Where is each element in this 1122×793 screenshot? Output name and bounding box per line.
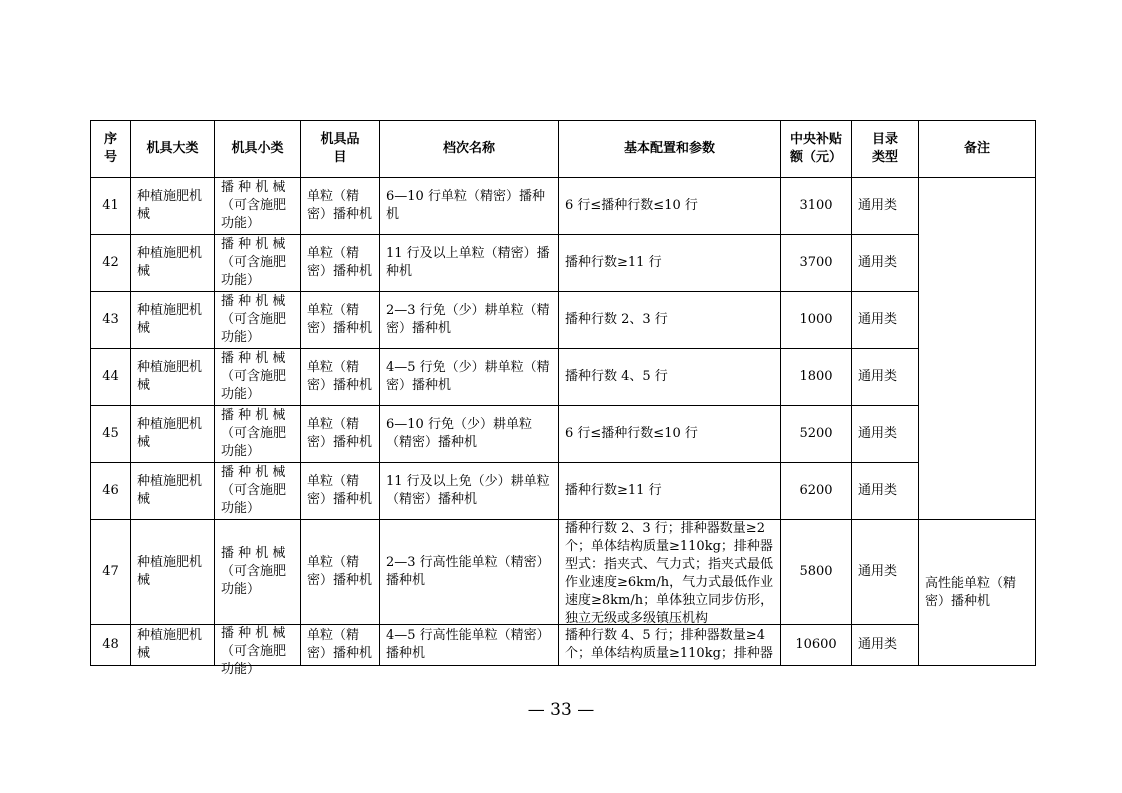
row-grade-text: 4—5 行高性能单粒（精密）播种机 bbox=[386, 628, 550, 661]
row-subcategory bbox=[215, 349, 301, 406]
row-category bbox=[131, 406, 215, 463]
header-item: 机具品目 bbox=[301, 121, 380, 178]
row-seq-text: 44 bbox=[102, 369, 119, 384]
row-grade-text: 2—3 行免（少）耕单粒（精密）播种机 bbox=[386, 303, 550, 336]
row-category bbox=[131, 292, 215, 349]
row-seq bbox=[91, 349, 131, 406]
row-category-text: 种植施肥机械 bbox=[137, 417, 203, 450]
row-type bbox=[852, 463, 919, 520]
header-category: 机具大类 bbox=[131, 121, 215, 178]
row-seq-text: 46 bbox=[102, 483, 119, 498]
row-category-text: 种植施肥机械 bbox=[137, 246, 203, 279]
row-note bbox=[919, 520, 1036, 666]
row-category bbox=[131, 349, 215, 406]
row-subsidy bbox=[781, 463, 852, 520]
row-item-text: 单粒（精密）播种机 bbox=[307, 555, 373, 588]
row-seq bbox=[91, 292, 131, 349]
row-grade bbox=[380, 349, 559, 406]
row-note-empty bbox=[919, 178, 1036, 520]
row-seq bbox=[91, 625, 131, 666]
row-type-text: 通用类 bbox=[858, 369, 898, 384]
row-seq-text: 41 bbox=[102, 198, 119, 213]
row-subsidy-text: 5800 bbox=[799, 564, 833, 579]
page-number: — 33 — bbox=[527, 700, 595, 720]
row-type bbox=[852, 292, 919, 349]
row-item-text: 单粒（精密）播种机 bbox=[307, 417, 373, 450]
row-config bbox=[559, 235, 781, 292]
row-category bbox=[131, 520, 215, 625]
row-type-text: 通用类 bbox=[858, 637, 898, 652]
row-item-text: 单粒（精密）播种机 bbox=[307, 628, 373, 661]
row-type-text: 通用类 bbox=[858, 564, 898, 579]
row-type-text: 通用类 bbox=[858, 483, 898, 498]
row-subsidy-text: 5200 bbox=[799, 426, 833, 441]
row-subsidy-text: 6200 bbox=[799, 483, 833, 498]
header-config: 基本配置和参数 bbox=[559, 121, 781, 178]
row-subcategory bbox=[215, 178, 301, 235]
row-seq-text: 45 bbox=[102, 426, 119, 441]
row-type bbox=[852, 349, 919, 406]
row-type-text: 通用类 bbox=[858, 312, 898, 327]
row-subsidy-text: 1000 bbox=[799, 312, 833, 327]
row-category-text: 种植施肥机械 bbox=[137, 628, 203, 661]
row-category-text: 种植施肥机械 bbox=[137, 360, 203, 393]
row-category-text: 种植施肥机械 bbox=[137, 555, 203, 588]
row-subcategory bbox=[215, 292, 301, 349]
table-row bbox=[91, 406, 1036, 463]
row-config-text: 播种行数 2、3 行；排种器数量≥2 个；单体结构质量≥110kg；排种器型式：指夹式、气力式；指夹式最低作业速度≥6km/h，气力式最低作业速度≥8km/h；单体独立同步仿形，独立无级或多级镇压机构 bbox=[565, 521, 774, 626]
row-subsidy bbox=[781, 406, 852, 463]
row-grade bbox=[380, 520, 559, 625]
row-subsidy-text: 10600 bbox=[795, 637, 837, 652]
row-item-text: 单粒（精密）播种机 bbox=[307, 303, 373, 336]
row-grade-text: 2—3 行高性能单粒（精密）播种机 bbox=[386, 555, 550, 588]
row-config-text: 6 行≤播种行数≤10 行 bbox=[565, 426, 698, 441]
row-category bbox=[131, 235, 215, 292]
row-grade-text: 6—10 行单粒（精密）播种机 bbox=[386, 189, 545, 222]
row-grade-text: 6—10 行免（少）耕单粒（精密）播种机 bbox=[386, 417, 532, 450]
row-item-text: 单粒（精密）播种机 bbox=[307, 189, 373, 222]
row-subcategory-text: 播 种 机 械（可含施肥功能） bbox=[221, 546, 287, 597]
header-type: 目录类型 bbox=[852, 121, 919, 178]
row-subcategory bbox=[215, 625, 301, 677]
row-subcategory-text: 播 种 机 械（可含施肥功能） bbox=[221, 237, 287, 288]
row-item bbox=[301, 520, 380, 625]
row-seq-text: 43 bbox=[102, 312, 119, 327]
row-subsidy bbox=[781, 292, 852, 349]
row-category-text: 种植施肥机械 bbox=[137, 303, 203, 336]
row-seq-text: 48 bbox=[102, 637, 119, 652]
row-subsidy-text: 3700 bbox=[799, 255, 833, 270]
row-config bbox=[559, 625, 781, 666]
row-type-text: 通用类 bbox=[858, 426, 898, 441]
row-item bbox=[301, 406, 380, 463]
row-type bbox=[852, 178, 919, 235]
row-item-text: 单粒（精密）播种机 bbox=[307, 246, 373, 279]
header-grade: 档次名称 bbox=[380, 121, 559, 178]
row-subcategory bbox=[215, 463, 301, 520]
header-seq: 序号 bbox=[91, 121, 131, 178]
row-config bbox=[559, 292, 781, 349]
row-config-text: 播种行数 4、5 行 bbox=[565, 369, 668, 384]
header-note: 备注 bbox=[919, 121, 1036, 178]
row-seq bbox=[91, 520, 131, 625]
row-item bbox=[301, 625, 380, 666]
row-subcategory-text: 播 种 机 械（可含施肥功能） bbox=[221, 408, 287, 459]
table-row bbox=[91, 520, 1036, 625]
row-subsidy-text: 1800 bbox=[799, 369, 833, 384]
table-row bbox=[91, 349, 1036, 406]
row-type bbox=[852, 520, 919, 625]
row-grade bbox=[380, 463, 559, 520]
row-subcategory-text: 播 种 机 械（可含施肥功能） bbox=[221, 180, 287, 231]
row-seq bbox=[91, 406, 131, 463]
row-config bbox=[559, 463, 781, 520]
row-item bbox=[301, 235, 380, 292]
row-grade bbox=[380, 292, 559, 349]
row-type-text: 通用类 bbox=[858, 255, 898, 270]
row-subcategory-text: 播 种 机 械（可含施肥功能） bbox=[221, 294, 287, 345]
row-config-text: 6 行≤播种行数≤10 行 bbox=[565, 198, 698, 213]
row-grade bbox=[380, 625, 559, 666]
row-category bbox=[131, 625, 215, 666]
table-row bbox=[91, 235, 1036, 292]
row-item-text: 单粒（精密）播种机 bbox=[307, 474, 373, 507]
row-category bbox=[131, 178, 215, 235]
row-seq-text: 47 bbox=[102, 564, 119, 579]
row-type bbox=[852, 235, 919, 292]
row-subcategory bbox=[215, 235, 301, 292]
row-seq-text: 42 bbox=[102, 255, 119, 270]
row-subsidy bbox=[781, 178, 852, 235]
row-subcategory-text: 播 种 机 械（可含施肥功能） bbox=[221, 465, 287, 516]
row-config-text: 播种行数≥11 行 bbox=[565, 255, 662, 270]
row-category-text: 种植施肥机械 bbox=[137, 189, 203, 222]
row-grade-text: 11 行及以上单粒（精密）播种机 bbox=[386, 246, 550, 279]
row-config-text: 播种行数 4、5 行；排种器数量≥4 个；单体结构质量≥110kg；排种器 bbox=[565, 628, 773, 661]
row-item bbox=[301, 349, 380, 406]
row-config bbox=[559, 178, 781, 235]
row-type-text: 通用类 bbox=[858, 198, 898, 213]
table-row bbox=[91, 625, 1036, 666]
row-type bbox=[852, 625, 919, 666]
row-category-text: 种植施肥机械 bbox=[137, 474, 203, 507]
header-subcategory: 机具小类 bbox=[215, 121, 301, 178]
row-type bbox=[852, 406, 919, 463]
row-config bbox=[559, 406, 781, 463]
row-grade bbox=[380, 178, 559, 235]
row-seq bbox=[91, 463, 131, 520]
row-config-text: 播种行数≥11 行 bbox=[565, 483, 662, 498]
row-grade bbox=[380, 235, 559, 292]
row-grade-text: 11 行及以上免（少）耕单粒（精密）播种机 bbox=[386, 474, 550, 507]
row-note-text: 高性能单粒（精密）播种机 bbox=[925, 575, 1017, 609]
row-item-text: 单粒（精密）播种机 bbox=[307, 360, 373, 393]
row-subsidy bbox=[781, 235, 852, 292]
row-item bbox=[301, 463, 380, 520]
header-row bbox=[91, 121, 1036, 178]
row-subsidy bbox=[781, 625, 852, 666]
table-row bbox=[91, 292, 1036, 349]
row-grade bbox=[380, 406, 559, 463]
row-subsidy-text: 3100 bbox=[799, 198, 833, 213]
row-seq bbox=[91, 235, 131, 292]
row-subcategory-text: 播 种 机 械（可含施肥功能） bbox=[221, 626, 287, 677]
row-config bbox=[559, 520, 781, 625]
row-subcategory bbox=[215, 406, 301, 463]
row-config-text: 播种行数 2、3 行 bbox=[565, 312, 668, 327]
row-category bbox=[131, 463, 215, 520]
table-row bbox=[91, 463, 1036, 520]
row-subcategory-text: 播 种 机 械（可含施肥功能） bbox=[221, 351, 287, 402]
header-subsidy: 中央补贴额（元） bbox=[781, 121, 852, 178]
row-subcategory bbox=[215, 520, 301, 625]
table-row bbox=[91, 178, 1036, 235]
row-item bbox=[301, 292, 380, 349]
subsidy-table bbox=[90, 120, 1036, 677]
row-grade-text: 4—5 行免（少）耕单粒（精密）播种机 bbox=[386, 360, 550, 393]
row-seq bbox=[91, 178, 131, 235]
row-config bbox=[559, 349, 781, 406]
row-subsidy bbox=[781, 520, 852, 625]
row-subsidy bbox=[781, 349, 852, 406]
row-item bbox=[301, 178, 380, 235]
